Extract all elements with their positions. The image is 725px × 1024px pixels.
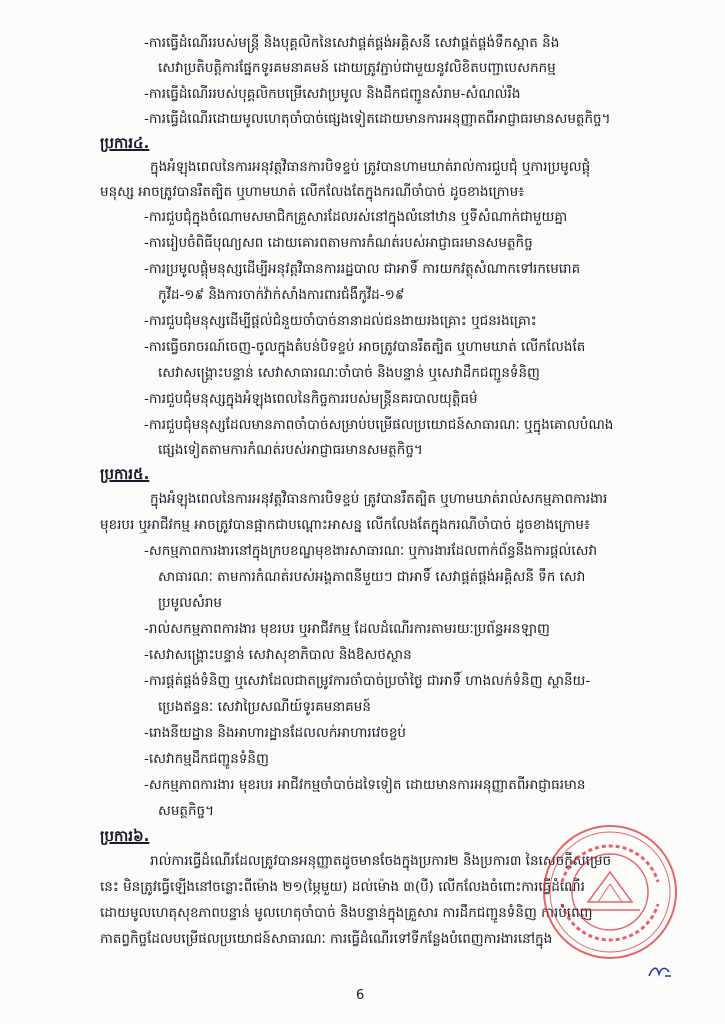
text-line: -សកម្មភាពការងារនៅក្នុងក្របខណ្ឌមុខងារសាធារណៈ ឬការងារដែលពាក់ព័ន្ធនឹងការផ្ដល់សេវា: [144, 543, 598, 559]
text-line: -សេវាសង្គ្រោះបន្ទាន់ សេវាសុខាភិបាល និងឱសថស្ថាន: [144, 647, 412, 663]
text-line: -ការប្រមូលផ្ដុំមនុស្សដើម្បីអនុវត្តវិធានការរដ្ឋបាល ជាអាទិ៍ ការយកវត្ថុសំណាកទៅរកមេរោគ: [144, 261, 581, 277]
text-line: សេវាប្រតិបត្តិការផ្នែកទូរគមនាគមន៍ ដោយត្រូវភ្ជាប់ជាមួយនូវលិខិតបញ្ជាបេសកកម្ម: [158, 60, 556, 76]
text-line: -ការធ្វើដំណើរដោយមូលហេតុចាំបាច់ផ្សេងទៀតដោយមានការអនុញ្ញាតពីអាជ្ញាធរមានសមត្ថកិច្ច។: [144, 111, 611, 127]
text-line: -សេវាកម្មដឹកជញ្ជូនទំនិញ: [144, 751, 269, 767]
text-line: -រោងនីយដ្ឋាន និងអាហារដ្ឋានដែលលក់អាហារវេចខ្ចប់: [144, 725, 406, 741]
text-line: -ការជួបជុំក្នុងចំណោមសមាជិកគ្រួសារដែលរស់នៅក្នុងលំនៅឋាន ឬទីសំណាក់ជាមួយគ្នា: [144, 209, 568, 225]
text-line: កូវីដ-១៩ និងការចាក់វ៉ាក់សាំងការពារជំងឺកូវីដ-១៩: [158, 287, 405, 303]
signature-icon: [645, 962, 675, 982]
text-line: -ការជួបជុំមនុស្សដើម្បីផ្ដល់ជំនួយចាំបាច់នានាដល់ជនងាយរងគ្រោះ ឬជនរងគ្រោះ: [144, 313, 537, 329]
text-line: មនុស្ស អាចត្រូវបានរឹតត្បិត ឬហាមឃាត់ លើកលែងតែក្នុងករណីចាំបាច់ ដូចខាងក្រោម៖: [100, 184, 525, 200]
text-line: -សកម្មភាពការងារ មុខរបរ អាជីវកម្មចាំបាច់ដទៃទៀត ដោយមានការអនុញ្ញាតពីអាជ្ញាធរមាន: [144, 777, 586, 793]
text-line: ដោយមូលហេតុសុខភាពបន្ទាន់ មូលហេតុចាំបាច់ និងបន្ទាន់ក្នុងគ្រួសារ ការដឹកជញ្ជូនទំនិញ ការបំពេញ: [100, 905, 593, 921]
page-number: 6: [356, 988, 365, 1003]
text-line: រាល់ការធ្វើដំណើរដែលត្រូវបានអនុញ្ញាតដូចមានចែងក្នុងប្រការ២ និងប្រការ៣ នៃសេចក្ដីសម្រេច: [150, 853, 612, 869]
article-4-heading: ប្រការ៤.: [100, 134, 150, 152]
text-line: សេវាសង្គ្រោះបន្ទាន់ សេវាសាធារណៈចាំបាច់ និងបន្ទាន់ ឬសេវាដឹកជញ្ជូនទំនិញ: [158, 365, 540, 381]
text-line: -ការធ្វើដំណើររបស់មន្ត្រី និងបុគ្គលិកនៃសេវាផ្គត់ផ្គង់អគ្គិសនី សេវាផ្គត់ផ្គង់ទឹកស្អាត និង: [144, 35, 560, 51]
text-line: កាតព្វកិច្ចដែលបម្រើផលប្រយោជន៍សាធារណៈ ការធ្វើដំណើរទៅទីកន្លែងបំពេញការងារនៅក្នុង: [100, 931, 553, 947]
text-line: -ការជួបជុំមនុស្សដែលមានភាពចាំបាច់សម្រាប់បម្រើផលប្រយោជន៍សាធារណៈ ឬក្នុងគោលបំណង: [144, 417, 614, 433]
text-line: ក្នុងអំឡុងពេលនៃការអនុវត្តវិធានការបិទខ្ទប់ ត្រូវបានហាមឃាត់រាល់ការជួបជុំ ឬការប្រមូលផ្ដុំ: [150, 159, 591, 175]
text-line: -ការជួបជុំមនុស្សក្នុងអំឡុងពេលនៃកិច្ចការរបស់មន្ត្រីនគរបាលយុត្តិធម៌: [144, 391, 478, 407]
text-line: សមត្ថកិច្ច។: [158, 803, 215, 819]
article-6-heading: ប្រការ៦.: [100, 827, 150, 845]
text-line: -ការផ្គត់ផ្គង់ទំនិញ ឬសេវាដែលជាតម្រូវការចាំបាច់ប្រចាំថ្ងៃ ជាអាទិ៍ ហាងលក់ទំនិញ ស្ថានីយ-: [144, 673, 591, 689]
text-line: ក្នុងអំឡុងពេលនៃការអនុវត្តវិធានការបិទខ្ទប់ ត្រូវបានរឹតត្បិត ឬហាមឃាត់រាល់សកម្មភាពការងារ: [150, 491, 608, 507]
text-line: -ការរៀបចំពិធីបុណ្យសព ដោយគោរពតាមការកំណត់របស់អាជ្ញាធរមានសមត្ថកិច្ច: [144, 235, 533, 251]
text-line: -ការធ្វើចរាចរណ៍ចេញ-ចូលក្នុងតំបន់បិទខ្ទប់ អាចត្រូវបានរឹតត្បិត ឬហាមឃាត់ លើកលែងតែ: [144, 339, 586, 355]
article-5-heading: ប្រការ៥.: [100, 465, 150, 483]
text-line: សាធារណៈ តាមការកំណត់របស់អង្គភាពនីមួយៗ ជាអាទិ៍ សេវាផ្គត់ផ្គង់អគ្គិសនី ទឹក សេវា: [158, 569, 586, 585]
official-seal-icon: [540, 822, 680, 962]
text-line: -ការធ្វើដំណើររបស់បុគ្គលិកបម្រើសេវាប្រមូល និងដឹកជញ្ជូនសំរាម-សំណល់រឹង: [144, 86, 521, 102]
text-line: ប្រេងឥន្ធនៈ សេវាប្រៃសណីយ៍ទូរគមនាគមន៍: [158, 699, 371, 715]
text-line: ផ្សេងទៀតតាមការកំណត់របស់អាជ្ញាធរមានសមត្ថកិច្ច។: [158, 442, 423, 458]
text-line: -រាល់សកម្មភាពការងារ មុខរបរ ឬអាជីវកម្ម ដែលដំណើរការតាមរយៈប្រព័ន្ធអនឡាញ: [144, 621, 550, 637]
text-line: នេះ មិនត្រូវធ្វើឡើងនៅចន្លោះពីម៉ោង ២១(ម្ភៃមួយ) ដល់ម៉ោង ៣(បី) លើកលែងចំពោះការធ្វើដំណើរ: [100, 879, 585, 895]
text-line: ប្រមូលសំរាម: [158, 595, 223, 611]
text-line: មុខរបរ ឬអាជីវកម្ម អាចត្រូវបានផ្អាកជាបណ្ដោះអាសន្ន លើកលែងតែក្នុងករណីចាំបាច់ ដូចខាងក្រោម៖: [100, 517, 590, 533]
